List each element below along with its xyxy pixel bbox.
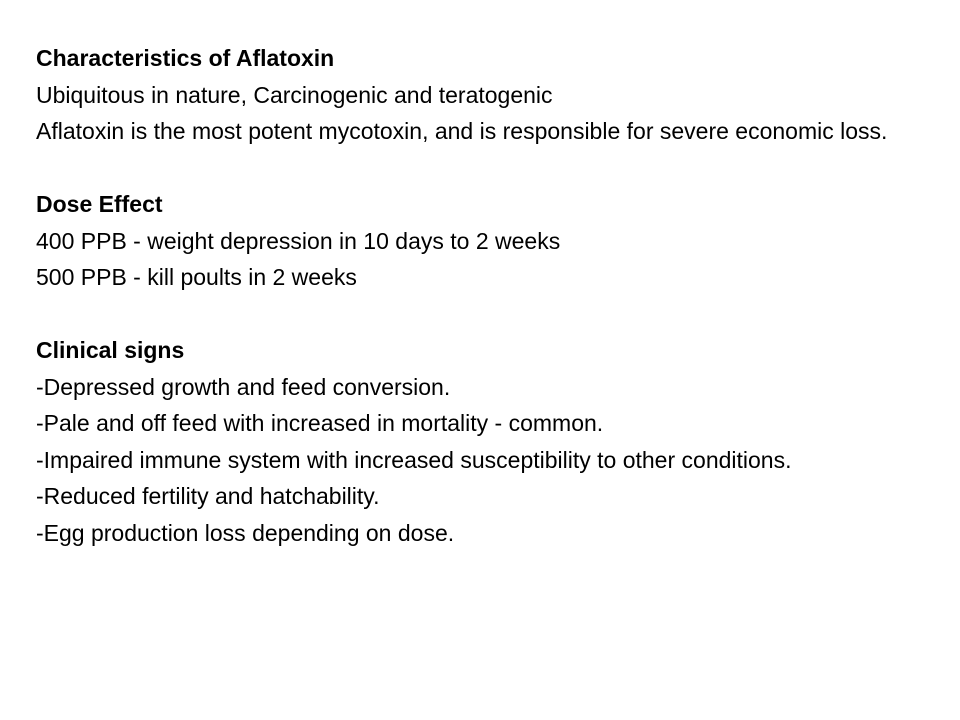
body-line: -Egg production loss depending on dose.: [36, 519, 455, 546]
paragraph-gap: [36, 150, 936, 187]
body-line: 400 PPB - weight depression in 10 days to 2 weeks: [36, 227, 561, 254]
section-clinical-signs: [36, 332, 936, 551]
body-line: Aflatoxin is the most potent mycotoxin, and is responsible for severe economic loss.: [36, 118, 888, 144]
section-heading: Characteristics of Aflatoxin: [36, 45, 335, 71]
section-dose-effect: [36, 186, 936, 296]
body-line: -Pale and off feed with increased in mortality - common.: [36, 410, 604, 436]
section-characteristics: [36, 40, 936, 150]
paragraph-gap: [36, 296, 936, 333]
body-line: -Reduced fertility and hatchability.: [36, 483, 380, 509]
body-line: Ubiquitous in nature, Carcinogenic and teratogenic: [36, 81, 553, 108]
body-line: -Depressed growth and feed conversion.: [36, 373, 451, 400]
slide-text-body: [36, 40, 936, 551]
body-line: 500 PPB - kill poults in 2 weeks: [36, 264, 357, 290]
section-heading: Clinical signs: [36, 337, 185, 363]
body-line: -Impaired immune system with increased susceptibility to other conditions.: [36, 446, 792, 473]
section-heading: Dose Effect: [36, 191, 163, 217]
